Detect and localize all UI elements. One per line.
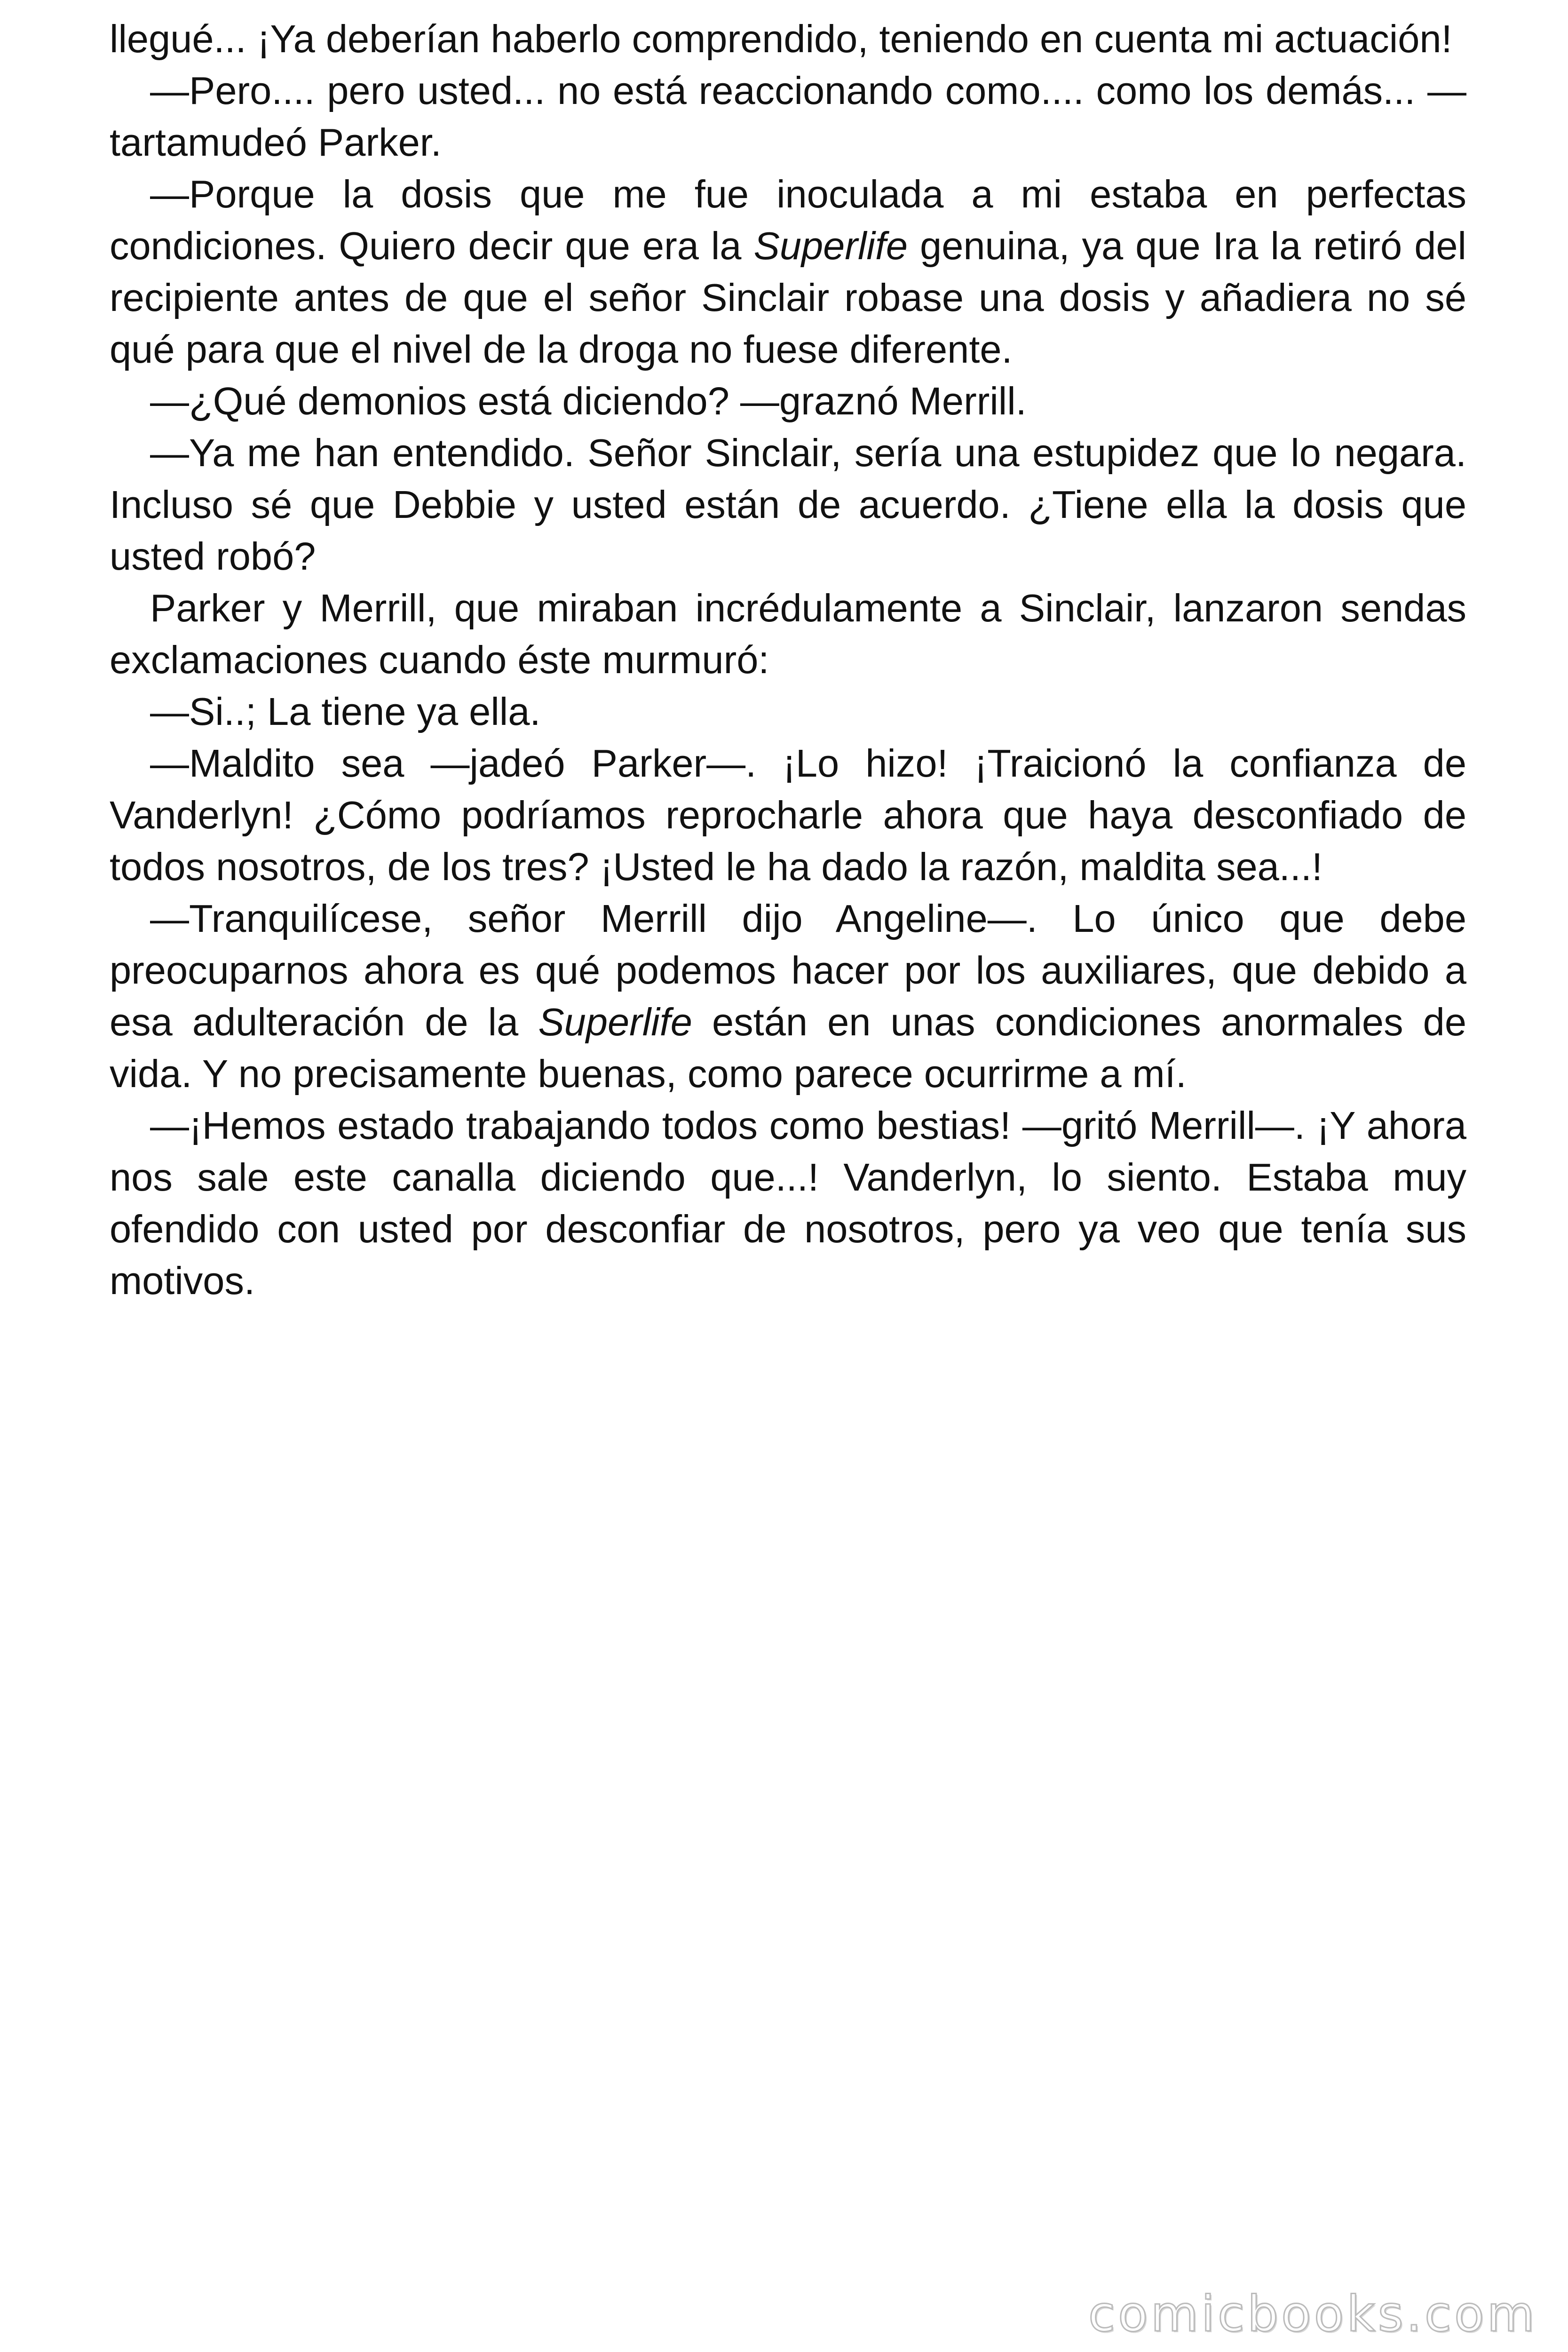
text-run: genuina, ya que Ira la retiró del recipiente antes de que el señor Sinclair robase una dosis y añadiera no sé qué para que el nivel de la droga no fuese diferente. xyxy=(110,224,1466,371)
paragraph xyxy=(110,65,1466,168)
text-run: —¡Hemos estado trabajando todos como bestias! —gritó Merrill—. ¡Y ahora nos sale este canalla diciendo que...! Vanderlyn, lo siento. Estaba muy ofendido con usted por desconfiar de nosotros, pero ya veo que tenía sus motivos. xyxy=(110,1104,1466,1303)
paragraph xyxy=(110,686,1466,738)
text-run: llegué... ¡Ya deberían haberlo comprendido, teniendo en cuenta mi actuación! xyxy=(110,17,1452,61)
paragraph xyxy=(110,375,1466,427)
text-run: —Porque la dosis que me fue inoculada a mi estaba en perfectas condiciones. Quiero decir que era la xyxy=(110,172,1466,268)
text-run: están en unas condiciones anormales de vida. Y no precisamente buenas, como parece ocurrirme a mí. xyxy=(110,1000,1466,1096)
text-run: —Si..; La tiene ya ella. xyxy=(150,690,541,733)
text-run: Parker y Merrill, que miraban incrédulamente a Sinclair, lanzaron sendas exclamaciones cuando éste murmuró: xyxy=(110,586,1466,682)
text-run: —Pero.... pero usted... no está reaccionando como.... como los demás... —tartamudeó Parker. xyxy=(110,69,1466,164)
text-run: —Tranquilícese, señor Merrill dijo Angeline—. Lo único que debe preocuparnos ahora es qué podemos hacer por los auxiliares, que debido a esa adulteración de la xyxy=(110,897,1466,1044)
paragraph xyxy=(110,13,1466,65)
text-run: —¿Qué demonios está diciendo? —graznó Merrill. xyxy=(150,379,1027,423)
text-run: —Maldito sea —jadeó Parker—. ¡Lo hizo! ¡Traicionó la confianza de Vanderlyn! ¿Cómo podríamos reprocharle ahora que haya desconfiado de todos nosotros, de los tres? ¡Usted le ha dado la razón, maldita sea...! xyxy=(110,741,1466,889)
italic-text: Superlife xyxy=(538,1000,692,1044)
italic-text: Superlife xyxy=(753,224,908,268)
body-text xyxy=(110,13,1466,1307)
paragraph xyxy=(110,427,1466,582)
paragraph xyxy=(110,582,1466,686)
paragraph xyxy=(110,1100,1466,1307)
text-run: —Ya me han entendido. Señor Sinclair, sería una estupidez que lo negara. Incluso sé que Debbie y usted están de acuerdo. ¿Tiene ella la dosis que usted robó? xyxy=(110,431,1466,578)
paragraph xyxy=(110,168,1466,375)
paragraph xyxy=(110,893,1466,1100)
paragraph xyxy=(110,738,1466,893)
watermark-logo: comicbooks.com xyxy=(1088,2285,1537,2343)
